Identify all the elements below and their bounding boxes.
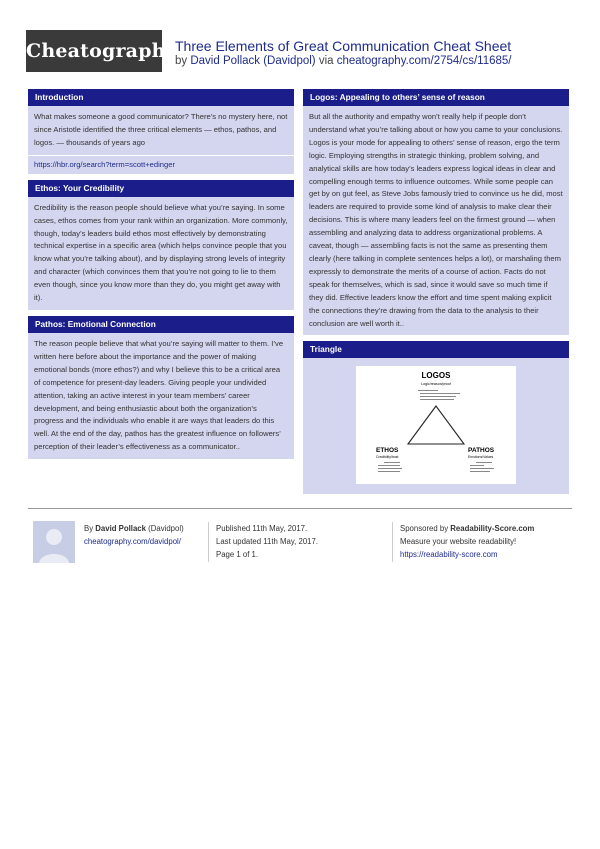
author-link[interactable]: David Pollack (Davidpol): [190, 55, 316, 67]
footer-separator: [208, 522, 209, 562]
sheet-url-link[interactable]: cheatography.com/2754/cs/11685/: [336, 55, 512, 67]
footer-author: [84, 522, 184, 548]
rhetoric-triangle-image: [356, 366, 516, 484]
cheatography-logo[interactable]: Cheatography: [26, 30, 162, 72]
pathos-subtitle: Emotions/Values: [468, 455, 494, 460]
pathos-section: [28, 316, 294, 459]
byline-prefix: by: [175, 55, 188, 67]
logos-text-1: But all the authority and empathy won’t really help if people don’t understand what you’re talking about or how you came to your conclusions.: [309, 112, 563, 134]
sponsor-tagline: Measure your website readability!: [400, 537, 517, 546]
footer-divider: [28, 508, 572, 509]
ethos-section: [28, 180, 294, 310]
hbr-link[interactable]: https://hbr.org/search?term=scott+edinger: [28, 155, 294, 174]
introduction-section: [28, 89, 294, 174]
ethos-text: Credibility is the reason people should believe what you’re saying. In some cases, ethos comes from your rank within an organization. More commonly, though, today’s leaders build ethos most effectively by demonstrating technical expertise in a specific area (which helps convince people that you know what you’re talking about), and by displaying strong levels of integrity and character (which convinces them that you’re not going to lie to them even though, since you know more than they do, you might get away with it).: [34, 202, 288, 303]
logos-section: [303, 89, 569, 335]
pathos-text: The reason people believe that what you’re saying will matter to them. I’ve written here before about the importance and the power of making emotional bonds (more ethos?) and why I believe this to be a critical area of competence for present-day leaders. Giving people your undivided attention, taking an active interest in your team members’ career development, and being enthusiastic about both the organization’s progress and the individuals who enable it are ways that leaders do this well. At the end of the day, pathos has the greatest influence on followers’ perception of their leader’s effectiveness as a communicator..: [34, 338, 284, 452]
footer-author-handle: (Davidpol): [148, 524, 184, 533]
published-date: Published 11th May, 2017.: [216, 524, 308, 533]
section-heading: Ethos: Your Credibility: [28, 180, 294, 197]
avatar[interactable]: [33, 521, 75, 563]
page-header: [0, 0, 600, 88]
footer-dates: [216, 522, 318, 561]
sheet-title[interactable]: [175, 38, 511, 54]
triangle-section: [303, 341, 569, 494]
logos-subtitle: Logic/reason/proof: [421, 382, 451, 387]
pathos-title: PATHOS: [468, 447, 495, 455]
logos-text-2: Logos is your mode for appealing to others’ sense of reason, ergo the term logic. Employing strengths in strategic thinking, problem solving, and analytical skills are how today’s leaders express logical ideas in clear and compelling enough terms to influence outcomes. While some people can get by on gut feel, as Steve Jobs famously tried to convince us he did, most leaders are required to provide some kind of analysis to make clear their decisions. This is where many leaders feel on the firmest ground — when assembling and analyzing data to address organizational problems. A caveat, though — assembling facts is not the same as presenting them clearly (here talking in complete sentences helps a lot), or marshaling them expressly to demonstrate the merits of a course of action. Facts do not speak for themselves, which is sad, since it would save so much time if they did. Effective leaders know the effort and time spent making explicit the connections they’re drawing from the data to the analysis to their conclusion are well worth it..: [309, 137, 563, 328]
sponsor-prefix: Sponsored by: [400, 524, 449, 533]
byline: [175, 55, 512, 67]
left-column: [28, 89, 294, 465]
byline-via: via: [318, 55, 334, 67]
logos-title: LOGOS: [421, 371, 451, 381]
section-heading: Pathos: Emotional Connection: [28, 316, 294, 333]
author-profile-link[interactable]: cheatography.com/davidpol/: [84, 537, 181, 546]
footer-author-name: David Pollack: [95, 524, 146, 533]
ethos-title: ETHOS: [376, 447, 399, 455]
footer-sponsor: [400, 522, 534, 561]
section-heading: Logos: Appealing to others’ sense of reason: [303, 89, 569, 106]
section-heading: Triangle: [303, 341, 569, 358]
introduction-text: What makes someone a good communicator? There’s no mystery here, not since Aristotle identified the three critical elements — ethos, pathos, and logos. — thousands of years ago: [34, 112, 288, 147]
footer-by: By: [84, 524, 94, 533]
sheet-title-link[interactable]: Three Elements of Great Communication Cheat Sheet: [175, 38, 512, 54]
page-footer: [28, 508, 572, 568]
ethos-subtitle: Credibility/trust: [376, 455, 399, 460]
right-column: [303, 89, 569, 500]
section-heading: Introduction: [28, 89, 294, 106]
sponsor-link[interactable]: https://readability-score.com: [400, 550, 498, 559]
page-count: Page 1 of 1.: [216, 550, 259, 559]
footer-separator: [392, 522, 393, 562]
updated-date: Last updated 11th May, 2017.: [216, 537, 319, 546]
sponsor-name: Readability-Score.com: [450, 524, 535, 533]
